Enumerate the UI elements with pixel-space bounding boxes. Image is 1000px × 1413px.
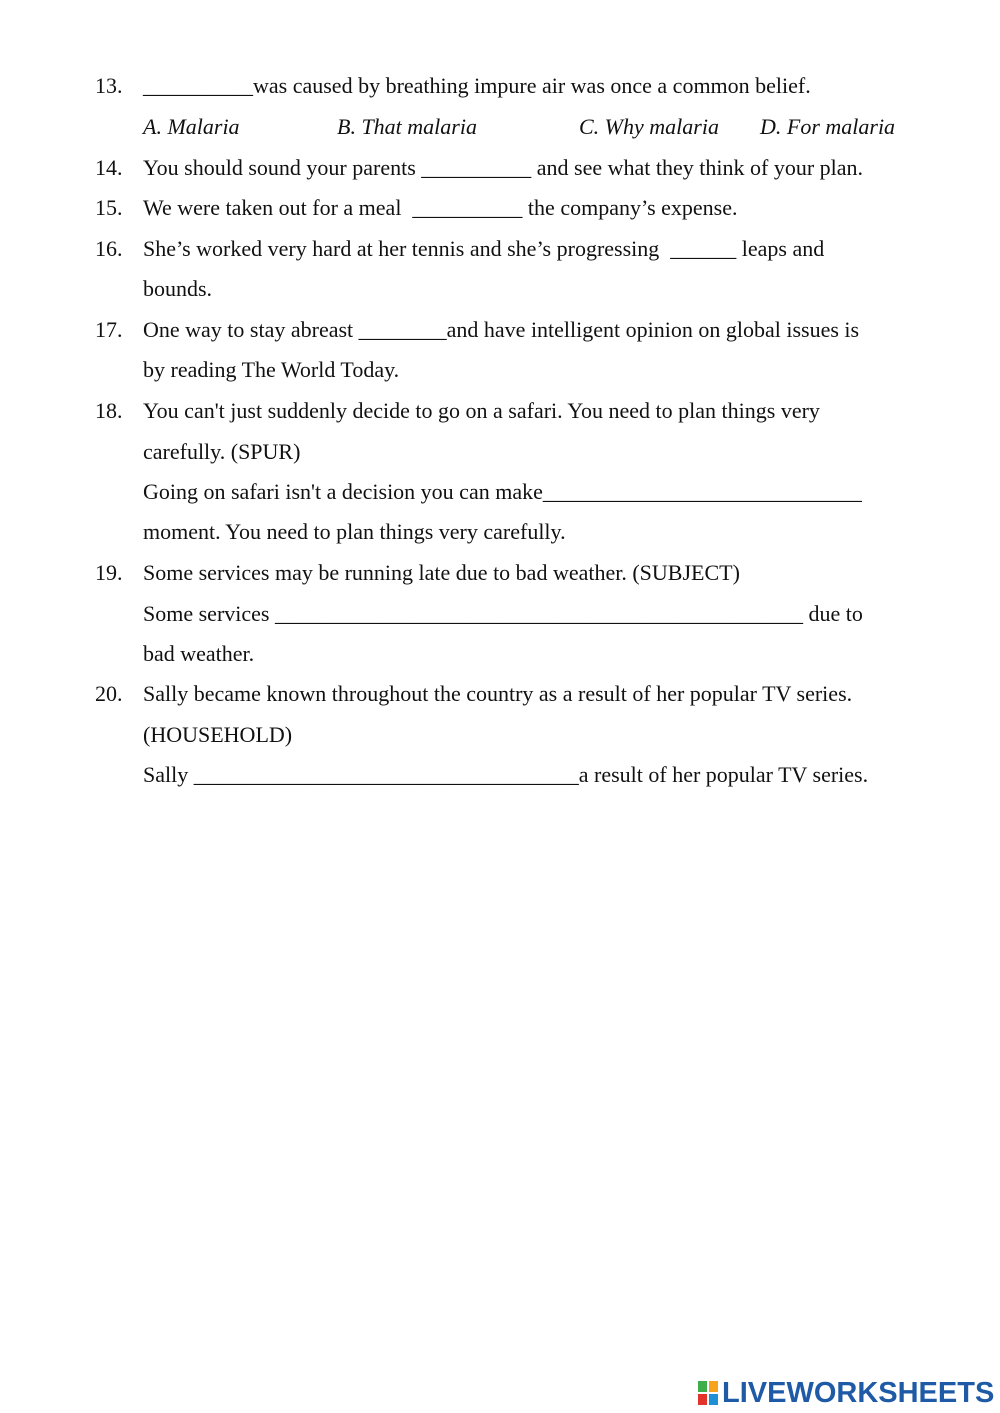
answer-line: Going on safari isn't a decision you can make_____________________________ bbox=[143, 479, 862, 504]
answer-line-continued: bad weather. bbox=[143, 641, 255, 666]
option-b: B. That malaria bbox=[337, 114, 477, 139]
liveworksheets-logo-icon bbox=[697, 1380, 719, 1406]
question-number: 18. bbox=[95, 398, 123, 423]
question-text: One way to stay abreast ________and have intelligent opinion on global issues is bbox=[143, 317, 860, 342]
brand-name: LIVEWORKSHEETS bbox=[722, 1377, 995, 1409]
question-number: 15. bbox=[95, 195, 123, 220]
question-text-continued: by reading The World Today. bbox=[143, 357, 400, 382]
liveworksheets-brand[interactable] bbox=[697, 1378, 994, 1408]
question-number: 13. bbox=[95, 73, 123, 98]
question-text: She’s worked very hard at her tennis and she’s progressing ______ leaps and bbox=[143, 236, 825, 261]
answer-line-continued: moment. You need to plan things very carefully. bbox=[143, 519, 566, 544]
option-d: D. For malaria bbox=[760, 114, 896, 139]
question-number: 16. bbox=[95, 236, 123, 261]
question-text: You can't just suddenly decide to go on a safari. You need to plan things very bbox=[143, 398, 820, 423]
question-number: 17. bbox=[95, 317, 123, 342]
answer-line: Some services ________________________________________________ due to bbox=[143, 601, 863, 626]
question-text-continued: bounds. bbox=[143, 276, 213, 301]
question-number: 20. bbox=[95, 681, 123, 706]
question-text-continued: (HOUSEHOLD) bbox=[143, 722, 293, 747]
question-number: 19. bbox=[95, 560, 123, 585]
question-text: __________was caused by breathing impure air was once a common belief. bbox=[143, 73, 811, 98]
question-text: Some services may be running late due to bad weather. (SUBJECT) bbox=[143, 560, 740, 585]
question-text: We were taken out for a meal __________ the company’s expense. bbox=[143, 195, 738, 220]
option-c: C. Why malaria bbox=[579, 114, 719, 139]
question-number: 14. bbox=[95, 155, 123, 180]
option-a: A. Malaria bbox=[143, 114, 240, 139]
question-text-continued: carefully. (SPUR) bbox=[143, 439, 301, 464]
question-text: You should sound your parents __________ and see what they think of your plan. bbox=[143, 155, 864, 180]
answer-line: Sally ___________________________________a result of her popular TV series. bbox=[143, 762, 869, 787]
question-text: Sally became known throughout the country as a result of her popular TV series. bbox=[143, 681, 853, 706]
